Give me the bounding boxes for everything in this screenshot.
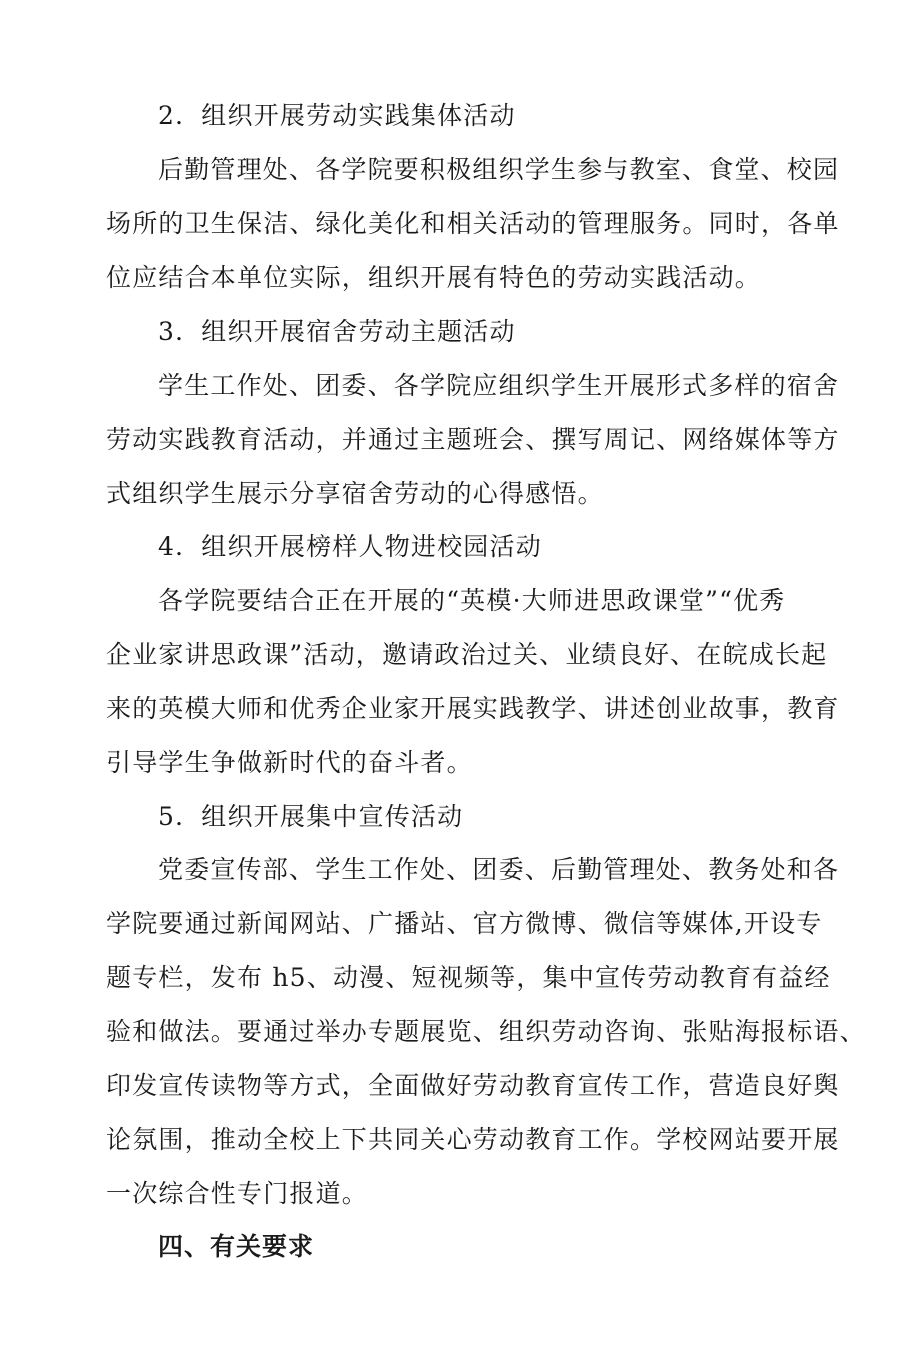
paragraph-line: 党委宣传部、学生工作处、团委、后勤管理处、教务处和各: [158, 855, 840, 884]
paragraph-line: 印发宣传读物等方式，全面做好劳动教育宣传工作，营造良好舆: [106, 1071, 840, 1100]
paragraph-line: 学院要通过新闻网站、广播站、官方微博、微信等媒体,开设专: [106, 909, 823, 938]
paragraph-line: 一次综合性专门报道。: [106, 1179, 369, 1208]
paragraph-line: 各学院要结合正在开展的“英模·大师进思政课堂”“优秀: [158, 586, 786, 615]
paragraph-line: 论氛围，推动全校上下共同关心劳动教育工作。学校网站要开展: [106, 1125, 840, 1154]
paragraph-line: 验和做法。要通过举办专题展览、组织劳动咨询、张贴海报标语、: [106, 1017, 866, 1046]
subheading-4: 4．组织开展榜样人物进校园活动: [158, 532, 542, 561]
subheading-2: 2．组织开展劳动实践集体活动: [158, 101, 516, 130]
subheading-5: 5．组织开展集中宣传活动: [158, 802, 464, 831]
paragraph-line: 劳动实践教育活动，并通过主题班会、撰写周记、网络媒体等方: [106, 425, 840, 454]
paragraph-line: 来的英模大师和优秀企业家开展实践教学、讲述创业故事，教育: [106, 694, 840, 723]
paragraph-line: 式组织学生展示分享宿舍劳动的心得感悟。: [106, 479, 604, 508]
paragraph-line: 引导学生争做新时代的奋斗者。: [106, 748, 473, 777]
paragraph-line: 位应结合本单位实际，组织开展有特色的劳动实践活动。: [106, 263, 762, 292]
paragraph-line: 题专栏，发布 h5、动漫、短视频等，集中宣传劳动教育有益经: [106, 963, 831, 992]
paragraph-line: 场所的卫生保洁、绿化美化和相关活动的管理服务。同时，各单: [106, 209, 840, 238]
paragraph-line: 学生工作处、团委、各学院应组织学生开展形式多样的宿舍: [158, 371, 840, 400]
paragraph-line: 企业家讲思政课”活动，邀请政治过关、业绩良好、在皖成长起: [106, 640, 828, 669]
subheading-3: 3．组织开展宿舍劳动主题活动: [158, 317, 516, 346]
paragraph-line: 后勤管理处、各学院要积极组织学生参与教室、食堂、校园: [158, 155, 840, 184]
section-heading: 四、有关要求: [158, 1232, 315, 1261]
